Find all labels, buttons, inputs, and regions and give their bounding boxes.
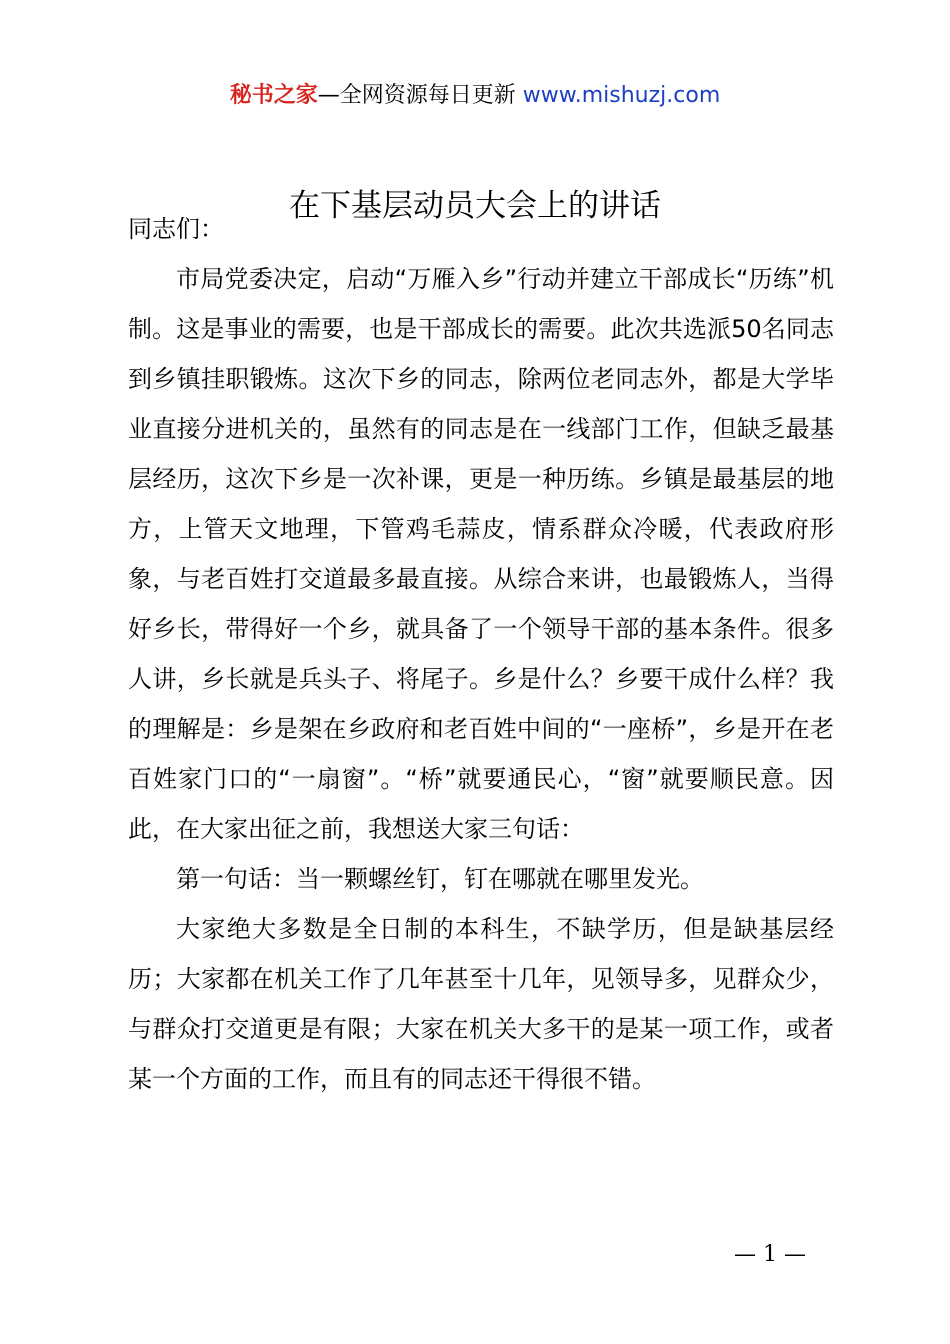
brand-name: 秘书之家	[229, 83, 318, 108]
paragraph: 市局党委决定，启动“万雁入乡”行动并建立干部成长“历练”机制。这是事业的需要，也是干部成长的需要。此次共选派50名同志到乡镇挂职锻炼。这次下乡的同志，除两位老同志外，都是大学毕业直接分进机关的，虽然有的同志是在一线部门工作，但缺乏最基层经历，这次下乡是一次补课，更是一种历练。乡镇是最基层的地方，上管天文地理，下管鸡毛蒜皮，情系群众冷暖，代表政府形象，与老百姓打交道最多最直接。从综合来讲，也最锻炼人，当得好乡长，带得好一个乡，就具备了一个领导干部的基本条件。很多人讲，乡长就是兵头子、将尾子。乡是什么？乡要干成什么样？我的理解是：乡是架在乡政府和老百姓中间的“一座桥”，乡是开在老百姓家门口的“一扇窗”。“桥”就要通民心，“窗”就要顺民意。因此，在大家出征之前，我想送大家三句话：	[128, 265, 834, 843]
site-header	[0, 80, 950, 112]
document-body	[128, 204, 834, 1104]
paragraph: 第一句话：当一颗螺丝钉，钉在哪就在哪里发光。	[176, 865, 704, 893]
paragraph: 大家绝大多数是全日制的本科生，不缺学历，但是缺基层经历；大家都在机关工作了几年甚至十几年，见领导多，见群众少，与群众打交道更是有限；大家在机关大多干的是某一项工作，或者某一个方面的工作，而且有的同志还干得很不错。	[128, 915, 834, 1093]
document-title: 在下基层动员大会上的讲话	[289, 188, 661, 224]
page-number: — 1 —	[734, 1242, 806, 1267]
site-url-link[interactable]: www.mishuzj.com	[522, 83, 721, 108]
salutation: 同志们：	[128, 215, 224, 243]
header-tagline: —全网资源每日更新	[317, 83, 516, 108]
